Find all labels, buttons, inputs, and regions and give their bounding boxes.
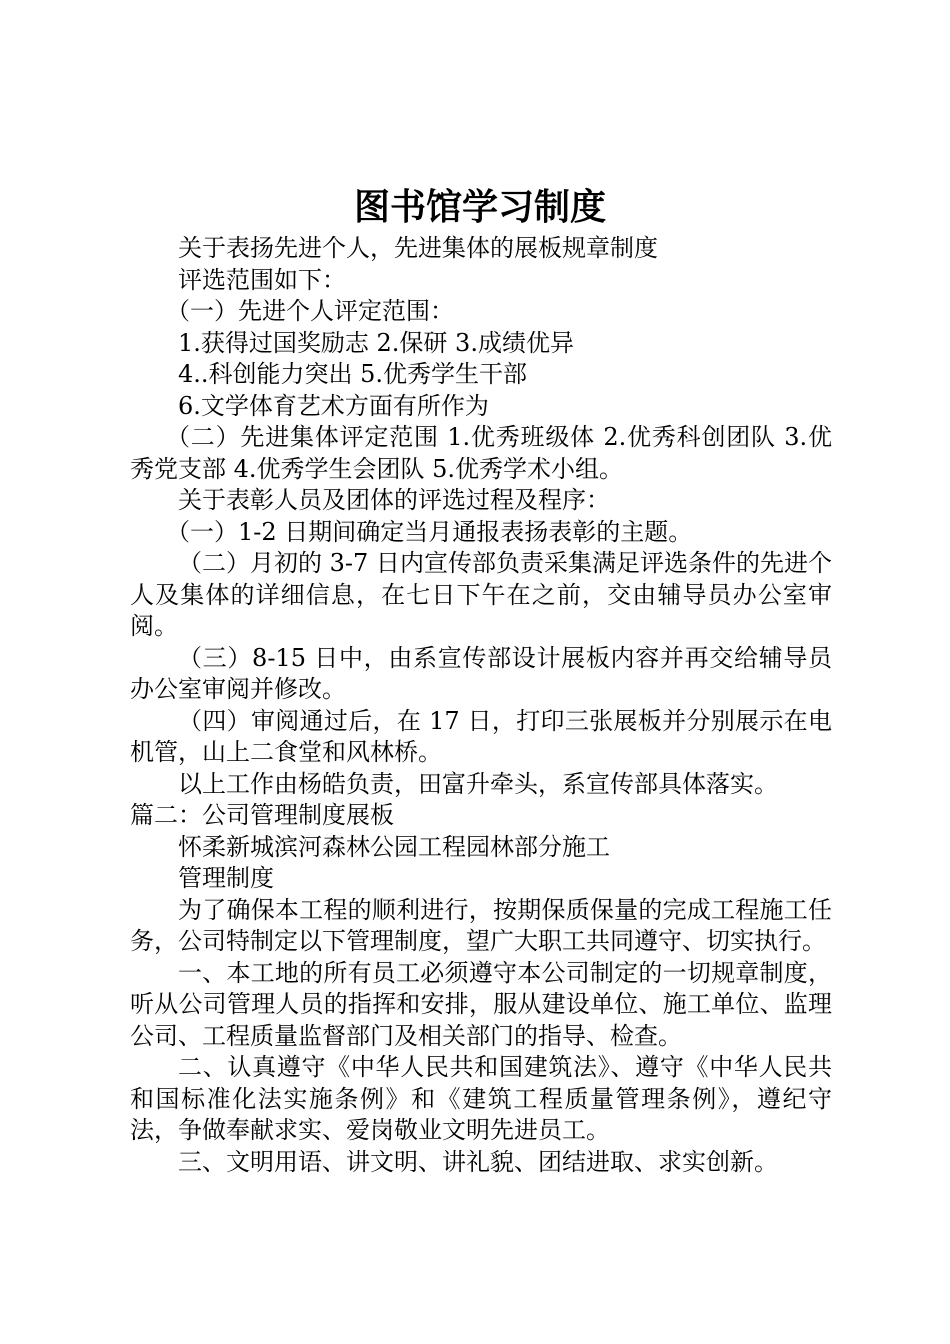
paragraph-process-heading: 关于表彰人员及团体的评选过程及程序： [178, 486, 610, 514]
paragraph-management-system: 管理制度 [178, 864, 274, 892]
paragraph-selection-scope: 评选范围如下： [178, 265, 346, 294]
paragraph-responsibility: 以上工作由杨皓负责，田富升牵头，系宣传部具体落实。 [178, 769, 778, 798]
paragraph-project-name: 怀柔新城滨河森林公园工程园林部分施工 [178, 832, 610, 861]
paragraph-rule-2: 二、认真遵守《中华人民共和国建筑法》、遵守《中华人民共和国标准化法实施条例》和《建筑工程质量管理条例》，遵纪守法，争做奉献求实、爱岗敬业文明先进员工。 [130, 1053, 832, 1144]
paragraph-process-step-3: （三）8-15 日中，由系宣传部设计展板内容并再交给辅导员办公室审阅并修改。 [130, 643, 832, 703]
paragraph-process-step-2: （二）月初的 3-7 日内宣传部负责采集满足评选条件的先进个人及集体的详细信息，在七日下午在之前，交由辅导员办公室审阅。 [130, 549, 832, 640]
document-title: 图书馆学习制度 [353, 187, 606, 228]
paragraph-rule-1: 一、本工地的所有员工必须遵守本公司制定的一切规章制度，听从公司管理人员的指挥和安排，服从建设单位、施工单位、监理公司、工程质量监督部门及相关部门的指导、检查。 [130, 958, 832, 1050]
paragraph-process-step-4: （四）审阅通过后，在 17 日，打印三张展板并分别展示在电机管，山上二食堂和风林桥。 [130, 706, 832, 766]
paragraph-individual-items-3: 6.文学体育艺术方面有所作为 [178, 391, 489, 420]
paragraph-individual-scope: （一）先进个人评定范围： [166, 297, 454, 325]
paragraph-intro: 为了确保本工程的顺利进行，按期保质保量的完成工程施工任务，公司特制定以下管理制度，望广大职工共同遵守、切实执行。 [130, 895, 832, 955]
paragraph-part-two-heading: 篇二：公司管理制度展板 [130, 801, 394, 829]
paragraph-collective-scope: （二）先进集体评定范围 1.优秀班级体 2.优秀科创团队 3.优秀党支部 4.优秀学生会团队 5.优秀学术小组。 [130, 423, 832, 483]
paragraph-commendation-heading: 关于表扬先进个人，先进集体的展板规章制度 [178, 234, 658, 262]
paragraph-rule-3: 三、文明用语、讲文明、讲礼貌、团结进取、求实创新。 [178, 1147, 778, 1176]
paragraph-individual-items-2: 4..科创能力突出 5.优秀学生干部 [178, 360, 528, 388]
document-body [130, 233, 832, 1178]
paragraph-individual-items-1: 1.获得过国奖励志 2.保研 3.成绩优异 [178, 328, 574, 357]
paragraph-process-step-1: （一）1-2 日期间确定当月通报表扬表彰的主题。 [166, 517, 693, 546]
